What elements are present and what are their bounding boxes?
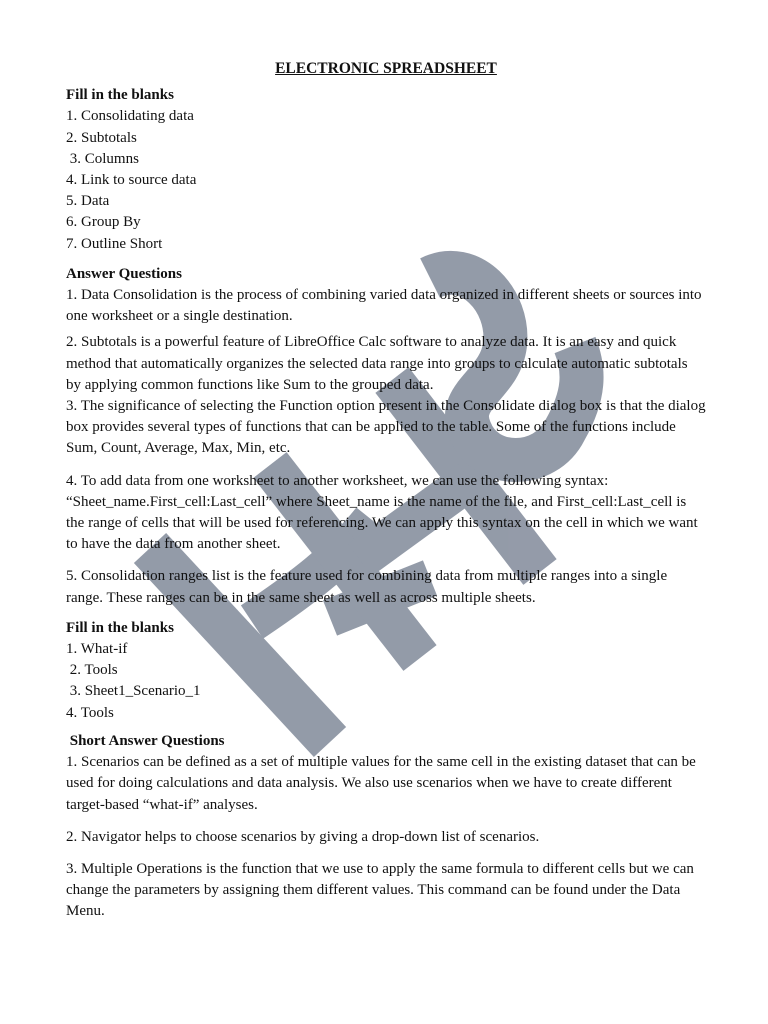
answer-paragraph: 2. Subtotals is a powerful feature of LibreOffice Calc software to analyze data. It is an easy and quick method that automatically organizes the selected data range into groups to calculate automatic subtotals by applying common functions like Sum to the grouped data. <box>66 334 688 393</box>
list-item: 2. Tools <box>66 662 118 679</box>
list-item: 3. Columns <box>66 150 139 167</box>
list-item: 3. Sheet1_Scenario_1 <box>66 683 201 700</box>
section-heading-fill-blanks-1: Fill in the blanks <box>66 87 174 104</box>
list-item: 4. Tools <box>66 704 114 721</box>
answer-paragraph: 5. Consolidation ranges list is the feature used for combining data from multiple ranges into a single range. These ranges can be in the same sheet as well as across multiple sheets. <box>66 568 668 606</box>
list-item: 1. Consolidating data <box>66 108 194 125</box>
section-heading-answer-questions: Answer Questions <box>66 265 182 282</box>
document-body <box>66 58 706 923</box>
section-heading-fill-blanks-2: Fill in the blanks <box>66 619 174 636</box>
answer-paragraph: 3. Multiple Operations is the function that we use to apply the same formula to different cells but we can change the parameters by assigning them different values. This command can be found under the Data Menu. <box>66 860 694 920</box>
list-item: 4. Link to source data <box>66 172 197 189</box>
list-item: 2. Subtotals <box>66 129 137 146</box>
list-item: 6. Group By <box>66 214 141 231</box>
answer-paragraph: 3. The significance of selecting the Function option present in the Consolidate dialog box is that the dialog box provides several types of functions that can be applied to the table. Some of the functions include Sum, Count, Average, Max, Min, etc. <box>66 398 706 457</box>
list-item: 7. Outline Short <box>66 235 163 252</box>
answer-paragraph: 1. Scenarios can be defined as a set of multiple values for the same cell in the existing dataset that can be used for doing calculations and data analysis. We also use scenarios when we have to create different target-based “what-if” analyses. <box>66 754 696 813</box>
answer-paragraph: 4. To add data from one worksheet to another worksheet, we can use the following syntax: “Sheet_name.First_cell:Last_cell” where Sheet_name is the name of the file, and First_cell:Last_cell is the range of cells that will be used for referencing. We can apply this syntax on the cell in which we want to have the data from another sheet. <box>66 472 698 553</box>
list-item: 1. What-if <box>66 641 128 658</box>
answer-paragraph: 1. Data Consolidation is the process of combining varied data organized in different sheets or sources into one worksheet or a single destination. <box>66 287 702 325</box>
answer-paragraph: 2. Navigator helps to choose scenarios by giving a drop-down list of scenarios. <box>66 828 540 845</box>
list-item: 5. Data <box>66 193 110 210</box>
section-heading-short-answer: Short Answer Questions <box>66 732 225 749</box>
document-title: ELECTRONIC SPREADSHEET <box>275 60 497 77</box>
